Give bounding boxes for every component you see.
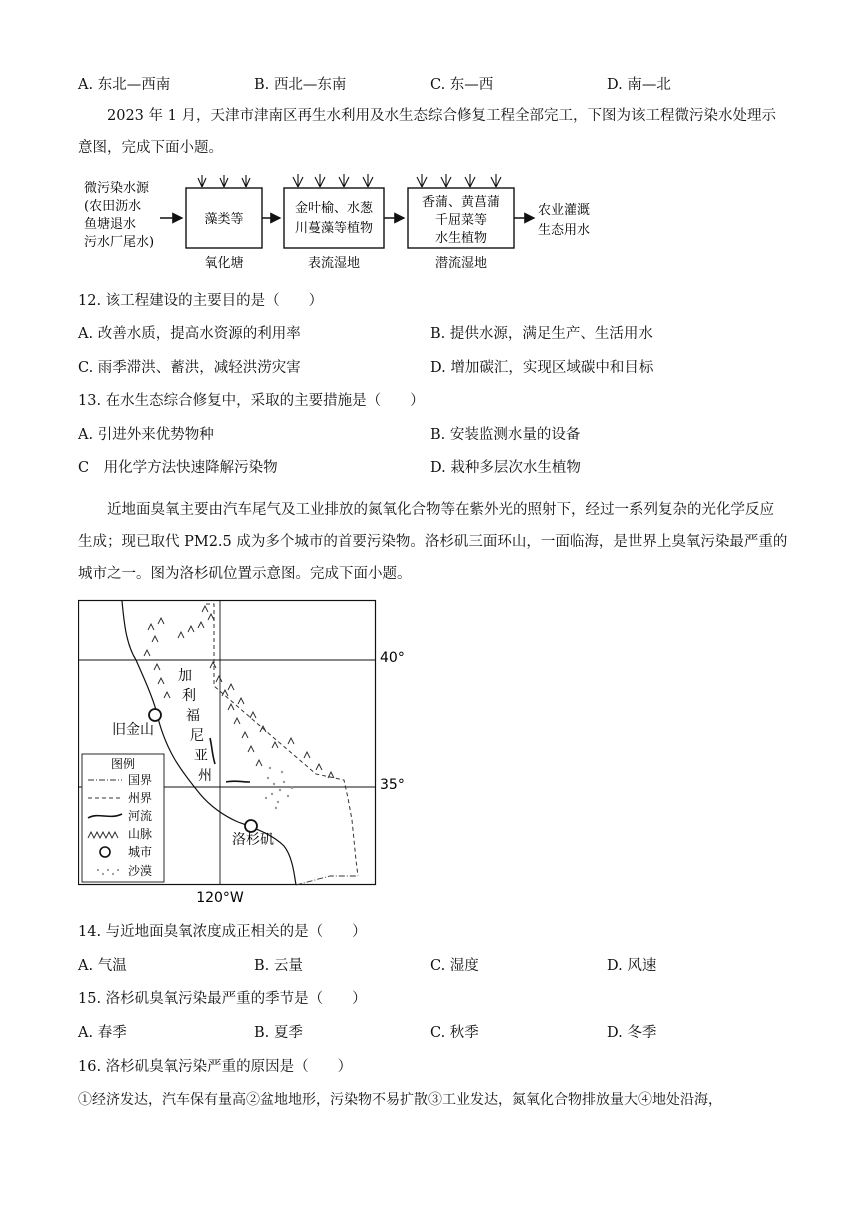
state-label-char: 尼 [190,728,204,744]
output-line-2: 生态用水 [538,223,591,238]
passage-water-project: 2023 年 1 月，天津市津南区再生水利用及水生态综合修复工程全部完工，下图为该工程微污染水处理示意图，完成下面小题。 [78,108,776,156]
plant-icon [417,174,501,187]
box1-label: 氧化塘 [204,256,244,271]
state-label-char: 州 [198,768,212,784]
source-line-1: 微污染水源 [84,181,150,196]
legend-state-border: 州界 [128,791,153,805]
option-d: D. 南—北 [607,77,671,93]
q14-option-d: D. 风速 [607,958,657,974]
q14-option-a: A. 气温 [78,958,127,974]
q16-items: ①经济发达，汽车保有量高②盆地地形，污染物不易扩散③工业发达，氮氧化合物排放量大④地处沿海， [78,1092,722,1108]
legend-city: 城市 [128,845,153,859]
q14-option-c: C. 湿度 [430,958,479,974]
q12-option-b: B. 提供水源，满足生产、生活用水 [430,326,653,342]
city-icon [245,820,257,832]
legend-mountain: 山脉 [128,827,153,841]
lat-40-label: 40° [380,650,405,666]
legend-desert: 沙漠 [128,864,153,878]
river [226,781,250,782]
lon-120w-label: 120°W [196,890,244,904]
option-b: B. 西北—东南 [254,77,347,93]
q15-option-c: C. 秋季 [430,1025,479,1041]
water-treatment-diagram [78,168,618,276]
plant-icon [293,174,373,187]
city-san-francisco: 旧金山 [112,722,154,738]
box2-line-2: 川蔓藻等植物 [294,221,374,236]
state-label-char: 亚 [194,748,208,764]
legend-title: 图例 [110,757,136,771]
box3-line-3: 水生植物 [434,231,488,246]
box2-label: 表流湿地 [307,256,361,271]
q13-option-a: A. 引进外来优势物种 [78,427,214,443]
legend-river: 河流 [128,809,153,823]
q13-option-d: D. 栽种多层次水生植物 [430,460,581,476]
q15-option-d: D. 冬季 [607,1025,657,1041]
box1-text: 藻类等 [204,212,244,227]
box3-line-2: 千屈菜等 [434,213,488,228]
q15-stem: 15. 洛杉矶臭氧污染最严重的季节是（ ） [78,991,367,1007]
los-angeles-location-map [78,598,418,904]
option-a: A. 东北—西南 [78,77,171,93]
box3-label: 潜流湿地 [434,256,488,271]
q13-stem: 13. 在水生态综合修复中，采取的主要措施是（ ） [78,393,425,409]
lat-35-label: 35° [380,777,405,793]
legend-city-icon [100,847,110,857]
q15-option-a: A. 春季 [78,1025,127,1041]
plant-icon [198,175,250,187]
state-label-char: 加 [178,668,192,684]
option-c: C. 东—西 [430,77,494,93]
source-line-2: (农田沥水 [84,199,142,214]
q14-stem: 14. 与近地面臭氧浓度成正相关的是（ ） [78,924,367,940]
q12-option-a: A. 改善水质，提高水资源的利用率 [78,326,301,342]
state-label-char: 福 [186,708,200,724]
legend-national-border: 国界 [128,773,153,787]
box3-line-1: 香蒲、黄菖蒲 [421,195,501,210]
box2-line-1: 金叶榆、水葱 [294,201,374,216]
q12-option-d: D. 增加碳汇，实现区域碳中和目标 [430,360,654,376]
city-icon [149,709,161,721]
q14-option-b: B. 云量 [254,958,303,974]
city-los-angeles: 洛杉矶 [232,832,274,848]
q16-stem: 16. 洛杉矶臭氧污染严重的原因是（ ） [78,1059,353,1075]
q12-stem: 12. 该工程建设的主要目的是（ ） [78,293,324,309]
passage-ozone: 近地面臭氧主要由汽车尾气及工业排放的氮氧化合物等在紫外光的照射下，经过一系列复杂的光化学反应生成；现已取代 PM2.5 成为多个城市的首要污染物。洛杉矶三面环山，一面临海，是世界上臭氧污染最严重的城市之一。图为洛杉矶位置示意图。完成下面小题。 [78,502,788,582]
state-label-char: 利 [182,688,196,704]
q15-option-b: B. 夏季 [254,1025,303,1041]
q13-option-b: B. 安装监测水量的设备 [430,427,581,443]
q12-option-c: C. 雨季滞洪、蓄洪，减轻洪涝灾害 [78,360,301,376]
source-line-4: 污水厂尾水) [84,235,155,250]
q13-option-c: C 用化学方法快速降解污染物 [78,460,278,476]
source-line-3: 鱼塘退水 [84,217,137,232]
output-line-1: 农业灌溉 [538,203,591,218]
